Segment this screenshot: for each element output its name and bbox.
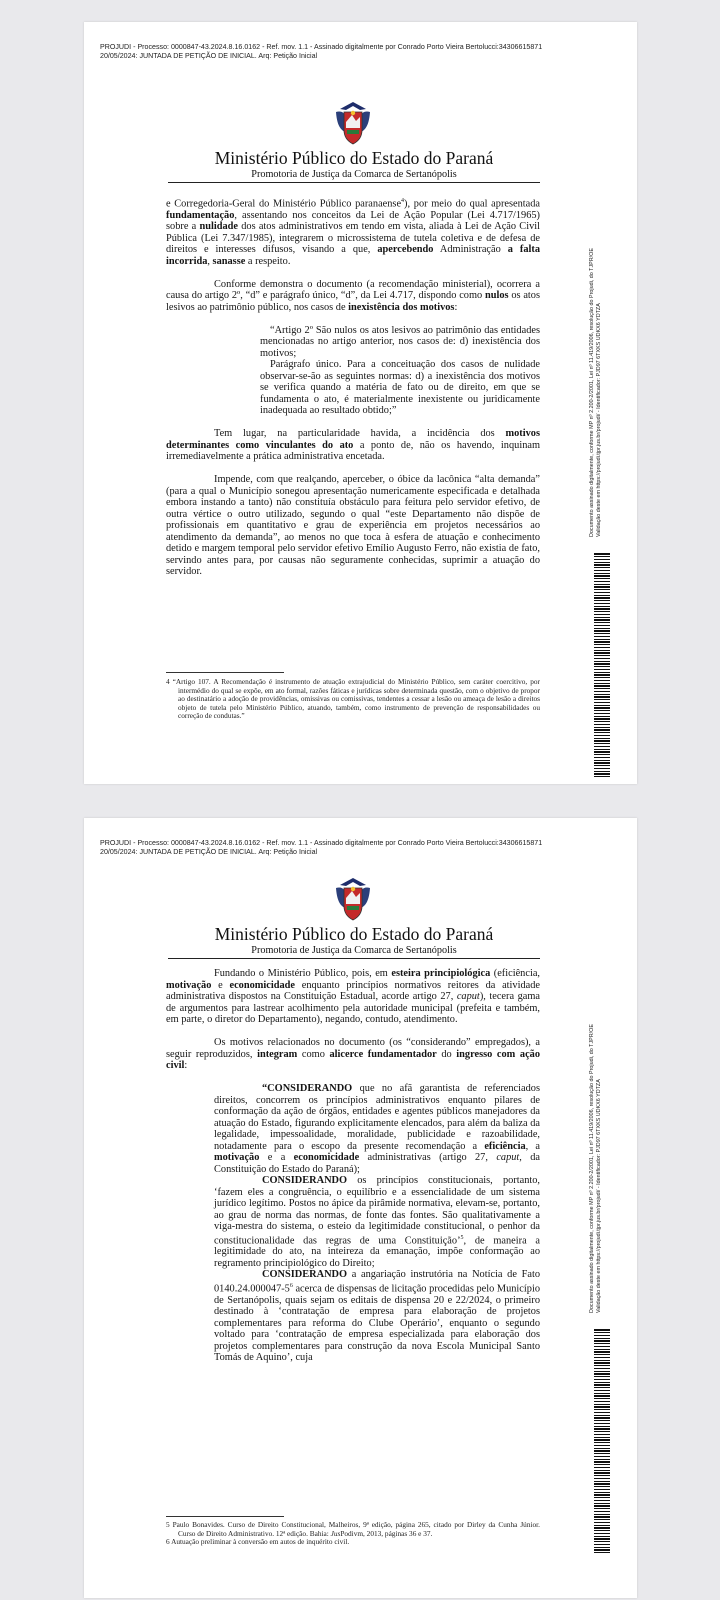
- projudi-header: [100, 839, 620, 856]
- bold-text: “CONSIDERANDO: [262, 1083, 353, 1094]
- italic-text: caput: [456, 991, 480, 1002]
- bold-text: motivos determinantes como vinculantes do ato: [166, 428, 540, 451]
- footnote-ref: 5: [460, 1234, 464, 1241]
- parana-coat-of-arms-icon: [332, 876, 374, 922]
- paragraph: [166, 196, 540, 267]
- text: 5 Paulo Bonavides. Curso de Direito Constitucional, Malheiros, 9ª edição, página 265, citado por Dirley da Cunha Júnior. Curso de Direito Administrativo. 12ª edição. Bahia:: [166, 1520, 540, 1538]
- text: Os motivos relacionados no documento (os “considerando” empregados), a seguir reproduzidos,: [166, 1037, 540, 1060]
- stamp-line-2: Validação deste em https://projudi.tjpr.jus.br/projudi/ - Identificador: PJD97 6TXKS UDKX6 YDTZA: [596, 303, 603, 537]
- text: ), tecera gama de argumentos para lastrear acolhimento pela autoridade municipal (prefeita e também, em parte, o diretor do Departamento), negando, contudo, atendimento.: [166, 991, 540, 1025]
- header-divider: [168, 958, 540, 959]
- bold-text: motivação: [214, 1152, 260, 1163]
- footnote-divider: [166, 1516, 284, 1517]
- bold-text: economicidade: [293, 1152, 360, 1163]
- text: enquanto princípios normativos reitores da atividade administrativa dispostos na Constituição Estadual, acorde artigo 27,: [166, 979, 540, 1002]
- bold-text: alicerce fundamentador: [329, 1048, 437, 1060]
- barcode: [594, 1328, 610, 1553]
- header-divider: [168, 182, 540, 183]
- stamp-text: [589, 82, 617, 537]
- bold-text: ingresso com ação civil: [166, 1048, 540, 1071]
- stamp-text: [589, 858, 617, 1313]
- text: dos atos administrativos em tendo em vista, aliada à Lei de Ação Civil Pública (Lei 7.347/1985), integrarem o microssistema de tutela coletiva e de defesa de direitos e interesses difusos, visando a que,: [166, 221, 540, 256]
- text: , da Constituição do Estado do Paraná);: [214, 1152, 541, 1175]
- parana-coat-of-arms-icon: [332, 100, 374, 146]
- considerando-1: [214, 1083, 540, 1175]
- header-line-1: PROJUDI - Processo: 0000847-43.2024.8.16.0162 - Ref. mov. 1.1 - Assinado digitalmente por Conrado Porto Vieira Bertolucci:34306615871: [100, 839, 543, 847]
- bold-text: sanasse: [212, 255, 246, 267]
- text: acerca de dispensas de licitação procedidas pelo Município de Sertanópolis, quais sejam os editais de dispensa 20 e 22/2024, o primeiro destinado à ‘contratação de empresa para elaboração de projetos complementares para reforma do Clube Operário’, enquanto o segundo voltado para ‘contratação de empresa especializada para elaboração dos projetos complementares para construção da nova Escola Municipal Santo Tomás de Aquino’, cuja: [214, 1283, 540, 1364]
- footnotes: [166, 1521, 540, 1547]
- text: administrativas (artigo 27,: [359, 1152, 497, 1163]
- footnote-5: [166, 1521, 540, 1538]
- footnote-ref: 6: [289, 1282, 293, 1289]
- barcode: [594, 552, 610, 777]
- text: e: [211, 979, 230, 991]
- bold-text: nulos: [484, 290, 509, 302]
- text: que no afã garantista de referenciados direitos, concorrem os princípios administrativos enquanto pilares de conformação da ação de órgãos, entidades e agentes públicos manejadores da atuação do Estado, figurando explicitamente elencados, para além da baliza da legalidade, impessoalidade, moralidade, publicidade e razoabilidade, notadamente para o escopo da presente recomendação a: [214, 1083, 540, 1152]
- text: a angariação instrutória na Notícia de Fato 0140.24.000047-5: [214, 1269, 540, 1295]
- text: a respeito.: [245, 255, 291, 267]
- considerando-3: [214, 1269, 540, 1363]
- stamp-line-1: Documento assinado digitalmente, conforme MP nº 2.200-2/2001, Lei nº 11.419/2006, resolução do Projudi, do TJPR/OE: [589, 248, 595, 537]
- text: :: [454, 301, 458, 313]
- bold-text: nulidade: [199, 221, 238, 233]
- text: Conforme demonstra o documento (a recomendação ministerial), ocorrera a causa do artigo 2º, “d” e parágrafo único, “d”, da Lei 4.717, dispondo como: [166, 278, 540, 302]
- projudi-header: [100, 43, 620, 60]
- text: Podivm, 2013, páginas 36 e 37.: [340, 1528, 433, 1538]
- footnote-divider: [166, 672, 284, 673]
- text: Fundando o Ministério Público, pois, em: [214, 968, 392, 979]
- footnotes: [166, 678, 540, 721]
- org-subtitle: Promotoria de Justiça da Comarca de Sertanópolis: [251, 169, 457, 180]
- text: como: [297, 1048, 330, 1060]
- text: ), por meio do qual apresentada: [404, 198, 540, 210]
- considerando-2: [214, 1175, 540, 1269]
- text: os princípios constitucionais, portanto, ‘fazem eles a congruência, o equilíbrio e a essencialidade de um sistema jurídico legítimo. Postos no ápice da pirâmide normativa, elevam-se, portanto, ao grau de norma das normas, de fonte das fontes. São qualitativamente a viga-mestra do sistema, o esteio da legitimidade constitucional, o penhor da constitucionalidade das regras de uma Constituição’: [214, 1175, 540, 1246]
- header-line-2: 20/05/2024: JUNTADA DE PETIÇÃO DE INICIAL. Arq: Petição Inicial: [100, 51, 318, 60]
- footnote-4: 4 “Artigo 107. A Recomendação é instrumento de atuação extrajudicial do Ministério Público, sem caráter coercitivo, por intermédio do qual se expõe, em ato formal, razões fáticas e jurídicas sobre determinada questão, com o objetivo de propor ao destinatário a adoção de providências, omissivas ou comissivas, tendentes a cessar a lesão ou ameaça de lesão a direitos objeto de tutela pelo Ministério Público, atuando, também, como instrumento de prevenção de responsabilidades ou correção de condutas.”: [166, 677, 540, 721]
- digital-signature-stamp: [589, 82, 617, 537]
- text: Administração: [433, 244, 508, 256]
- text: do: [436, 1048, 457, 1060]
- bold-text: fundamentação: [166, 209, 235, 221]
- org-subtitle: Promotoria de Justiça da Comarca de Sertanópolis: [251, 945, 457, 956]
- quote-line: “Artigo 2º São nulos os atos lesivos ao patrimônio das entidades mencionadas no artigo anterior, nos casos de: d) inexistência dos motivos;: [260, 324, 540, 359]
- bold-text: apercebendo: [377, 244, 434, 256]
- bold-text: esteira principiológica: [391, 968, 491, 979]
- law-quote: [260, 325, 540, 417]
- bold-text: economicidade: [229, 979, 295, 991]
- text: e Corregedoria-Geral do Ministério Público paranaense: [166, 198, 402, 210]
- document-page-2: [84, 818, 637, 1598]
- org-title: Ministério Público do Estado do Paraná: [214, 924, 494, 944]
- considerando-quote: [214, 1083, 540, 1364]
- bold-text: a falta incorrida: [166, 244, 540, 267]
- bold-text: eficiência: [484, 1140, 526, 1152]
- text: , a: [525, 1140, 541, 1152]
- org-title: Ministério Público do Estado do Paraná: [214, 148, 494, 168]
- quote-line: Parágrafo único. Para a conceituação dos casos de nulidade observar-se-ão as seguintes normas: d) a inexistência dos motivos se verifica quando a matéria de fato ou de direito, em que se fundamenta o ato, é materialmente inexistente ou juridicamente inadequada ao resultado obtido;”: [260, 359, 540, 417]
- digital-signature-stamp: [589, 858, 617, 1313]
- header-line-1: PROJUDI - Processo: 0000847-43.2024.8.16.0162 - Ref. mov. 1.1 - Assinado digitalmente por Conrado Porto Vieira Bertolucci:34306615871: [100, 43, 543, 51]
- paragraph: Impende, com que realçando, aperceber, o óbice da lacônica “alta demanda” (para a qual o Município sonegou apresentação numericamente especificada e detalhada embora instando a tanto) não constituía obstáculo para feitura pelo servidor efetivo, de outra vértice o outro utilizado, segundo o qual “este Departamento não dispõe de profissionais em quantitativo e grau de experiência em projetos necessários ao atendimento da demanda”, ao menos no que toca à esfera de atuação e conhecimento detido e margem temporal pelo servidor efetivo Emílio Augusto Ferro, não existia de fato, servindo antes para, por causas não seguramente conhecidas, suprimir a atuação do servidor.: [166, 474, 540, 578]
- bold-text: motivação: [166, 979, 212, 991]
- text: e a: [259, 1152, 294, 1163]
- text: ,: [207, 255, 213, 267]
- stamp-line-2: Validação deste em https://projudi.tjpr.jus.br/projudi/ - Identificador: PJD97 6TXKS UDKX6 YDTZA: [596, 1079, 603, 1313]
- stamp-line-1: Documento assinado digitalmente, conforme MP nº 2.200-2/2001, Lei nº 11.419/2006, resolução do Projudi, do TJPR/OE: [589, 1024, 595, 1313]
- bold-text: CONSIDERANDO: [262, 1269, 348, 1281]
- italic-text: caput: [496, 1152, 520, 1163]
- italic-text: Jus: [330, 1528, 341, 1538]
- text: os atos lesivos ao patrimônio público, nos casos de: [166, 290, 541, 313]
- text: (eficiência,: [490, 968, 540, 979]
- header-line-2: 20/05/2024: JUNTADA DE PETIÇÃO DE INICIAL. Arq: Petição Inicial: [100, 847, 318, 856]
- paragraph: [166, 1037, 540, 1072]
- bold-text: CONSIDERANDO: [262, 1175, 348, 1186]
- page2-body: [166, 968, 540, 1364]
- footnote-6: 6 Autuação preliminar à conversão em autos de inquérito civil.: [166, 1537, 350, 1547]
- text: a ponto de, não os havendo, inquinam irremediavelmente a prática administrativa encetada.: [166, 439, 540, 463]
- text: , assentando nos conceitos da Lei de Ação Popular (Lei 4.717/1965) sobre a: [166, 209, 540, 233]
- bold-text: inexistência dos motivos: [348, 301, 455, 313]
- text: :: [184, 1060, 188, 1071]
- paragraph: [166, 428, 540, 463]
- bold-text: integram: [257, 1048, 298, 1060]
- text: , de maneira a legitimidade do ato, na inteireza da emanação, impõe conformação ao regramento principiológico do Direito;: [214, 1234, 540, 1269]
- paragraph: [166, 279, 540, 314]
- text: Tem lugar, na particularidade havida, a incidência dos: [214, 428, 506, 440]
- footnote-ref: 4: [401, 198, 405, 204]
- document-page-1: [84, 22, 637, 784]
- paragraph: [166, 968, 540, 1026]
- page1-body: [166, 196, 540, 589]
